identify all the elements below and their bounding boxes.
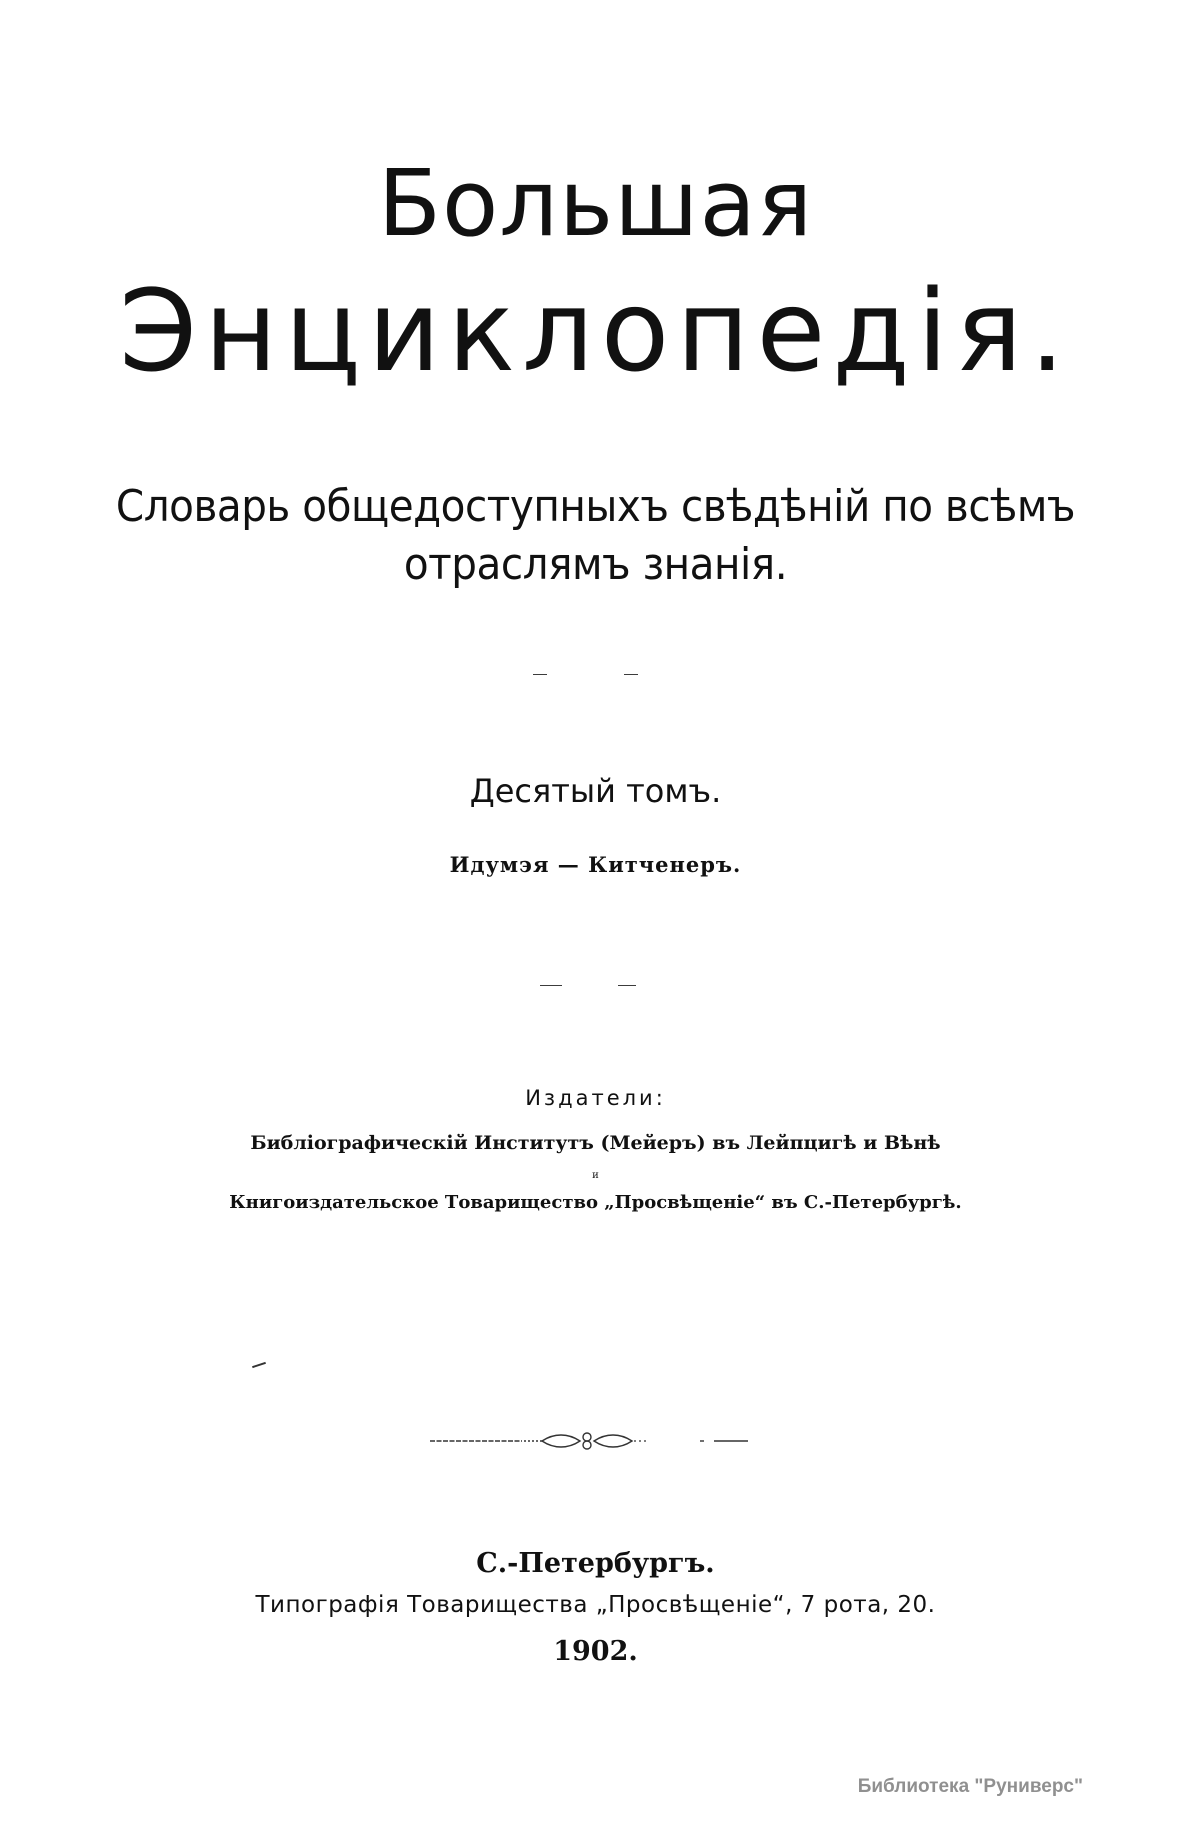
divider-upper-left	[533, 674, 547, 675]
title-line-2: Энциклопедія.	[119, 267, 1072, 397]
publisher-first: Библіографическій Институтъ (Мейеръ) въ Лейпцигѣ и Вѣнѣ	[250, 1132, 941, 1154]
subtitle	[48, 478, 1144, 594]
divider-middle-left	[540, 985, 562, 986]
subtitle-line-2: отраслямъ знанія.	[403, 539, 788, 590]
imprint-year: 1902.	[553, 1636, 638, 1667]
divider-middle-right	[618, 985, 636, 986]
decorative-scroll-divider-icon	[430, 1430, 760, 1452]
publishers-label: Издатели:	[525, 1086, 666, 1110]
publisher-second: Книгоиздательское Товарищество „Просвѣщеніе“ въ С.-Петербургѣ.	[229, 1192, 962, 1213]
print-speck	[252, 1362, 266, 1368]
volume-label: Десятый томъ.	[469, 772, 722, 810]
publisher-conjunction: и	[592, 1170, 599, 1181]
imprint-printer: Типографія Товарищества „Просвѣщеніе“, 7 рота, 20.	[255, 1592, 936, 1618]
subtitle-line-1: Словарь общедоступныхъ свѣдѣній по всѣмъ	[115, 481, 1076, 532]
title-line-1: Большая	[377, 150, 814, 257]
volume-range: Идумэя — Китченеръ.	[449, 852, 742, 877]
imprint-city: С.-Петербургъ.	[476, 1548, 715, 1579]
library-watermark: Библиотека "Руниверс"	[857, 1776, 1083, 1797]
divider-upper-right	[624, 674, 638, 675]
